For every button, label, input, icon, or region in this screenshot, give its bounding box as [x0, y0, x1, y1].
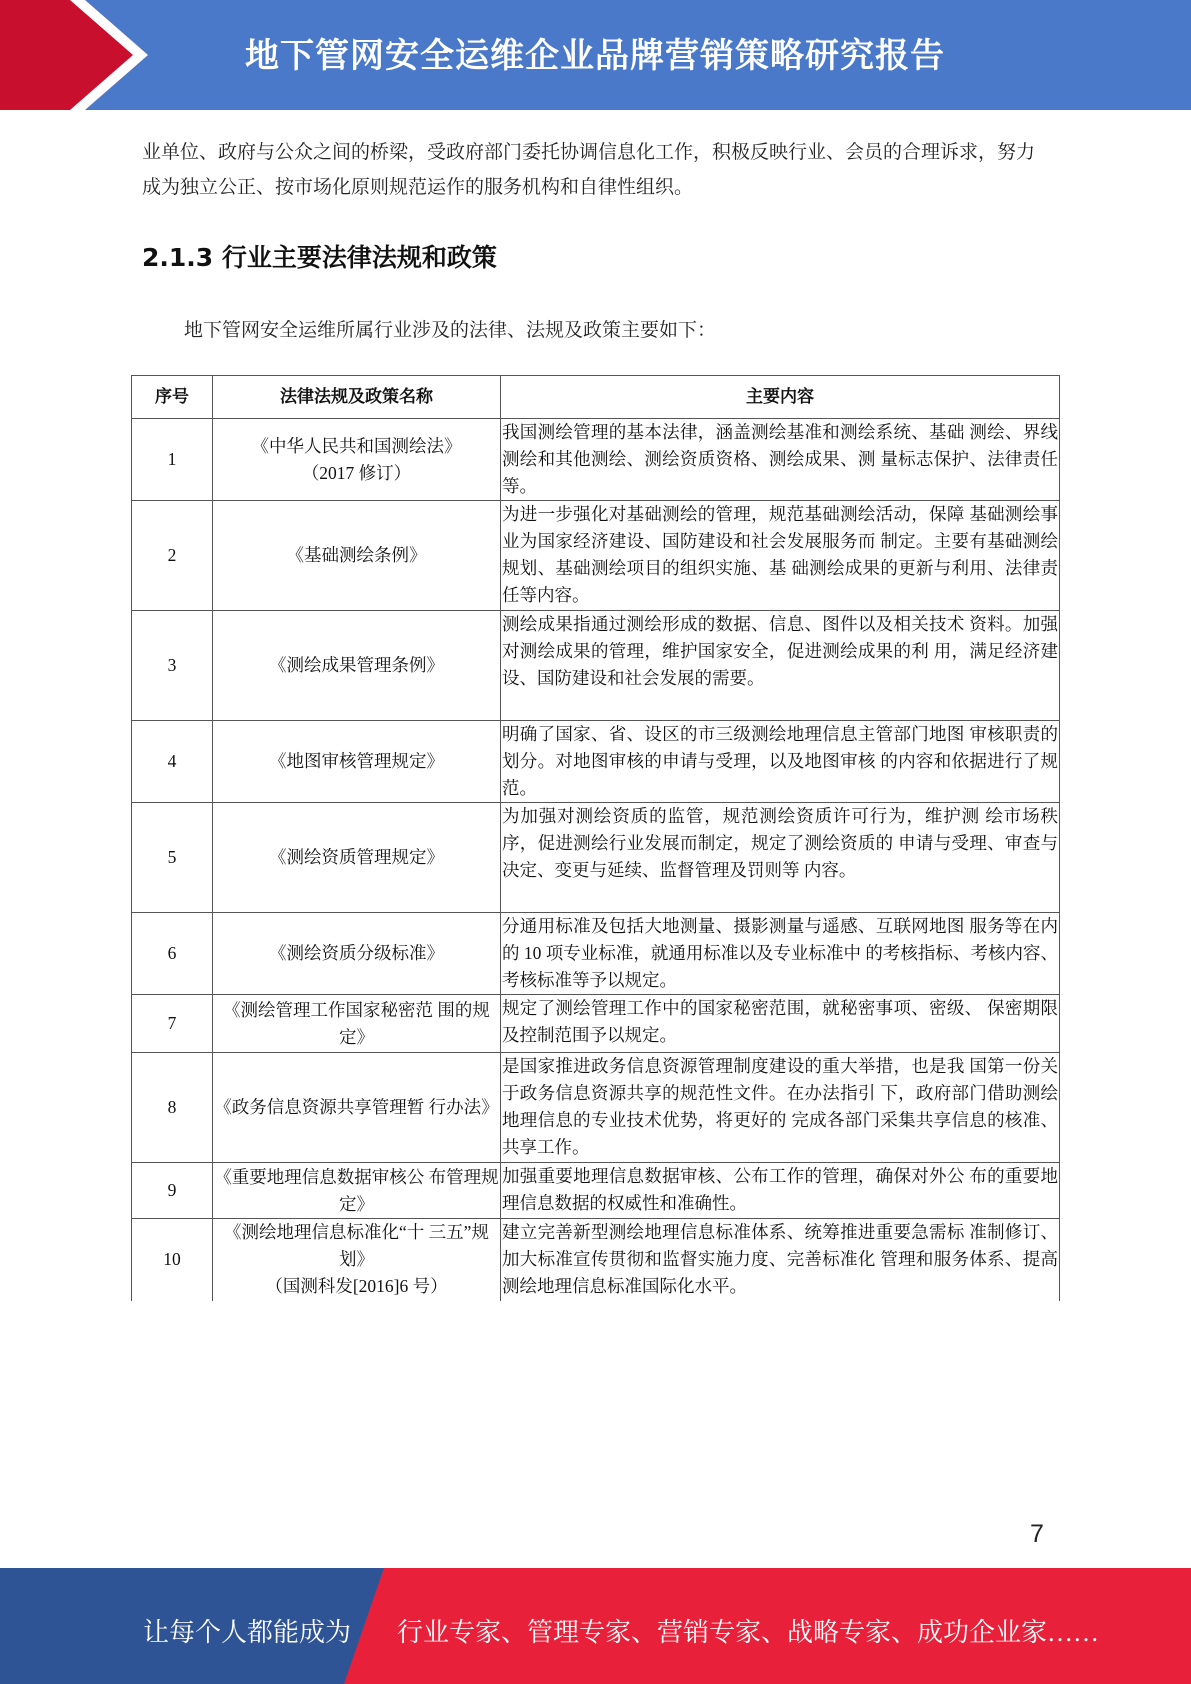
table-row: [132, 913, 1060, 995]
row-number: 3: [132, 611, 213, 721]
header-content: 主要内容: [501, 376, 1060, 419]
regulation-name: 《测绘资质管理规定》: [213, 803, 501, 913]
page-header: [0, 0, 1191, 110]
regulation-content: 为进一步强化对基础测绘的管理，规范基础测绘活动，保障 基础测绘事业为国家经济建设、国防建设和社会发展服务而 制定。主要有基础测绘规划、基础测绘项目的组织实施、基 础测绘成果的更新与利用、法律责任等内容。: [501, 501, 1060, 611]
header-name: 法律法规及政策名称: [213, 376, 501, 419]
row-number: 8: [132, 1053, 213, 1163]
regulation-name: 《测绘资质分级标准》: [213, 913, 501, 995]
table-row: [132, 721, 1060, 803]
row-number: 5: [132, 803, 213, 913]
footer-slogan-left: 让每个人都能成为: [143, 1618, 352, 1647]
row-number: 6: [132, 913, 213, 995]
header-chevron-icon: [0, 0, 150, 110]
regulation-content: 为加强对测绘资质的监管，规范测绘资质许可行为，维护测 绘市场秩序，促进测绘行业发展而制定，规定了测绘资质的 申请与受理、审查与决定、变更与延续、监督管理及罚则等 内容。: [501, 803, 1060, 913]
regulation-name: 《地图审核管理规定》: [213, 721, 501, 803]
table-header-row: [132, 376, 1060, 419]
table-row: [132, 1163, 1060, 1219]
regulation-name: 《中华人民共和国测绘法》 （2017 修订）: [213, 419, 501, 501]
regulation-content: 加强重要地理信息数据审核、公布工作的管理，确保对外公 布的重要地理信息数据的权威性和准确性。: [501, 1163, 1060, 1219]
table-row: [132, 803, 1060, 913]
row-number: 9: [132, 1163, 213, 1219]
regulation-name: 《基础测绘条例》: [213, 501, 501, 611]
table-row: [132, 419, 1060, 501]
regulation-content: 明确了国家、省、设区的市三级测绘地理信息主管部门地图 审核职责的划分。对地图审核的申请与受理，以及地图审核 的内容和依据进行了规范。: [501, 721, 1060, 803]
table-row: [132, 995, 1060, 1053]
page-number: 7: [1030, 1520, 1044, 1548]
row-number: 4: [132, 721, 213, 803]
regulation-content: 是国家推进政务信息资源管理制度建设的重大举措，也是我 国第一份关于政务信息资源共享的规范性文件。在办法指引 下，政府部门借助测绘地理信息的专业技术优势，将更好的 完成各部门采集共享信息的核准、共享工作。: [501, 1053, 1060, 1163]
regulation-name: 《政务信息资源共享管理暂 行办法》: [213, 1053, 501, 1163]
section-title: 2.1.3 行业主要法律法规和政策: [142, 243, 497, 272]
regulation-content: 建立完善新型测绘地理信息标准体系、统筹推进重要急需标 准制修订、加大标准宣传贯彻和监督实施力度、完善标准化 管理和服务体系、提高测绘地理信息标准国际化水平。: [501, 1219, 1060, 1301]
header-no: 序号: [132, 376, 213, 419]
intro-paragraph: 业单位、政府与公众之间的桥梁，受政府部门委托协调信息化工作，积极反映行业、会员的合理诉求，努力成为独立公正、按市场化原则规范运作的服务机构和自律性组织。: [142, 142, 1036, 198]
regulation-name: 《测绘管理工作国家秘密范 围的规定》: [213, 995, 501, 1053]
regulation-name: 《重要地理信息数据审核公 布管理规定》: [213, 1163, 501, 1219]
table-body: [132, 419, 1060, 1301]
row-number: 2: [132, 501, 213, 611]
row-number: 1: [132, 419, 213, 501]
table-row: [132, 1219, 1060, 1301]
regulation-name: 《测绘成果管理条例》: [213, 611, 501, 721]
row-number: 7: [132, 995, 213, 1053]
regulation-content: 我国测绘管理的基本法律，涵盖测绘基准和测绘系统、基础 测绘、界线测绘和其他测绘、测绘资质资格、测绘成果、测 量标志保护、法律责任等。: [501, 419, 1060, 501]
regulation-content: 规定了测绘管理工作中的国家秘密范围，就秘密事项、密级、 保密期限及控制范围予以规定。: [501, 995, 1060, 1053]
report-title: 地下管网安全运维企业品牌营销策略研究报告: [245, 36, 945, 76]
section-lead: 地下管网安全运维所属行业涉及的法律、法规及政策主要如下：: [184, 320, 717, 341]
laws-table: [131, 375, 1060, 1301]
row-number: 10: [132, 1219, 213, 1301]
table-row: [132, 1053, 1060, 1163]
regulation-content: 测绘成果指通过测绘形成的数据、信息、图件以及相关技术 资料。加强对测绘成果的管理，维护国家安全，促进测绘成果的利 用，满足经济建设、国防建设和社会发展的需要。: [501, 611, 1060, 721]
table-row: [132, 501, 1060, 611]
page-footer: [0, 1568, 1191, 1684]
footer-slogan-right: 行业专家、管理专家、营销专家、战略专家、成功企业家……: [397, 1618, 1100, 1647]
table-row: [132, 611, 1060, 721]
regulation-content: 分通用标准及包括大地测量、摄影测量与遥感、互联网地图 服务等在内的 10 项专业标准，就通用标准以及专业标准中 的考核指标、考核内容、考核标准等予以规定。: [501, 913, 1060, 995]
regulation-name: 《测绘地理信息标准化“十 三五”规划》 （国测科发[2016]6 号）: [213, 1219, 501, 1301]
